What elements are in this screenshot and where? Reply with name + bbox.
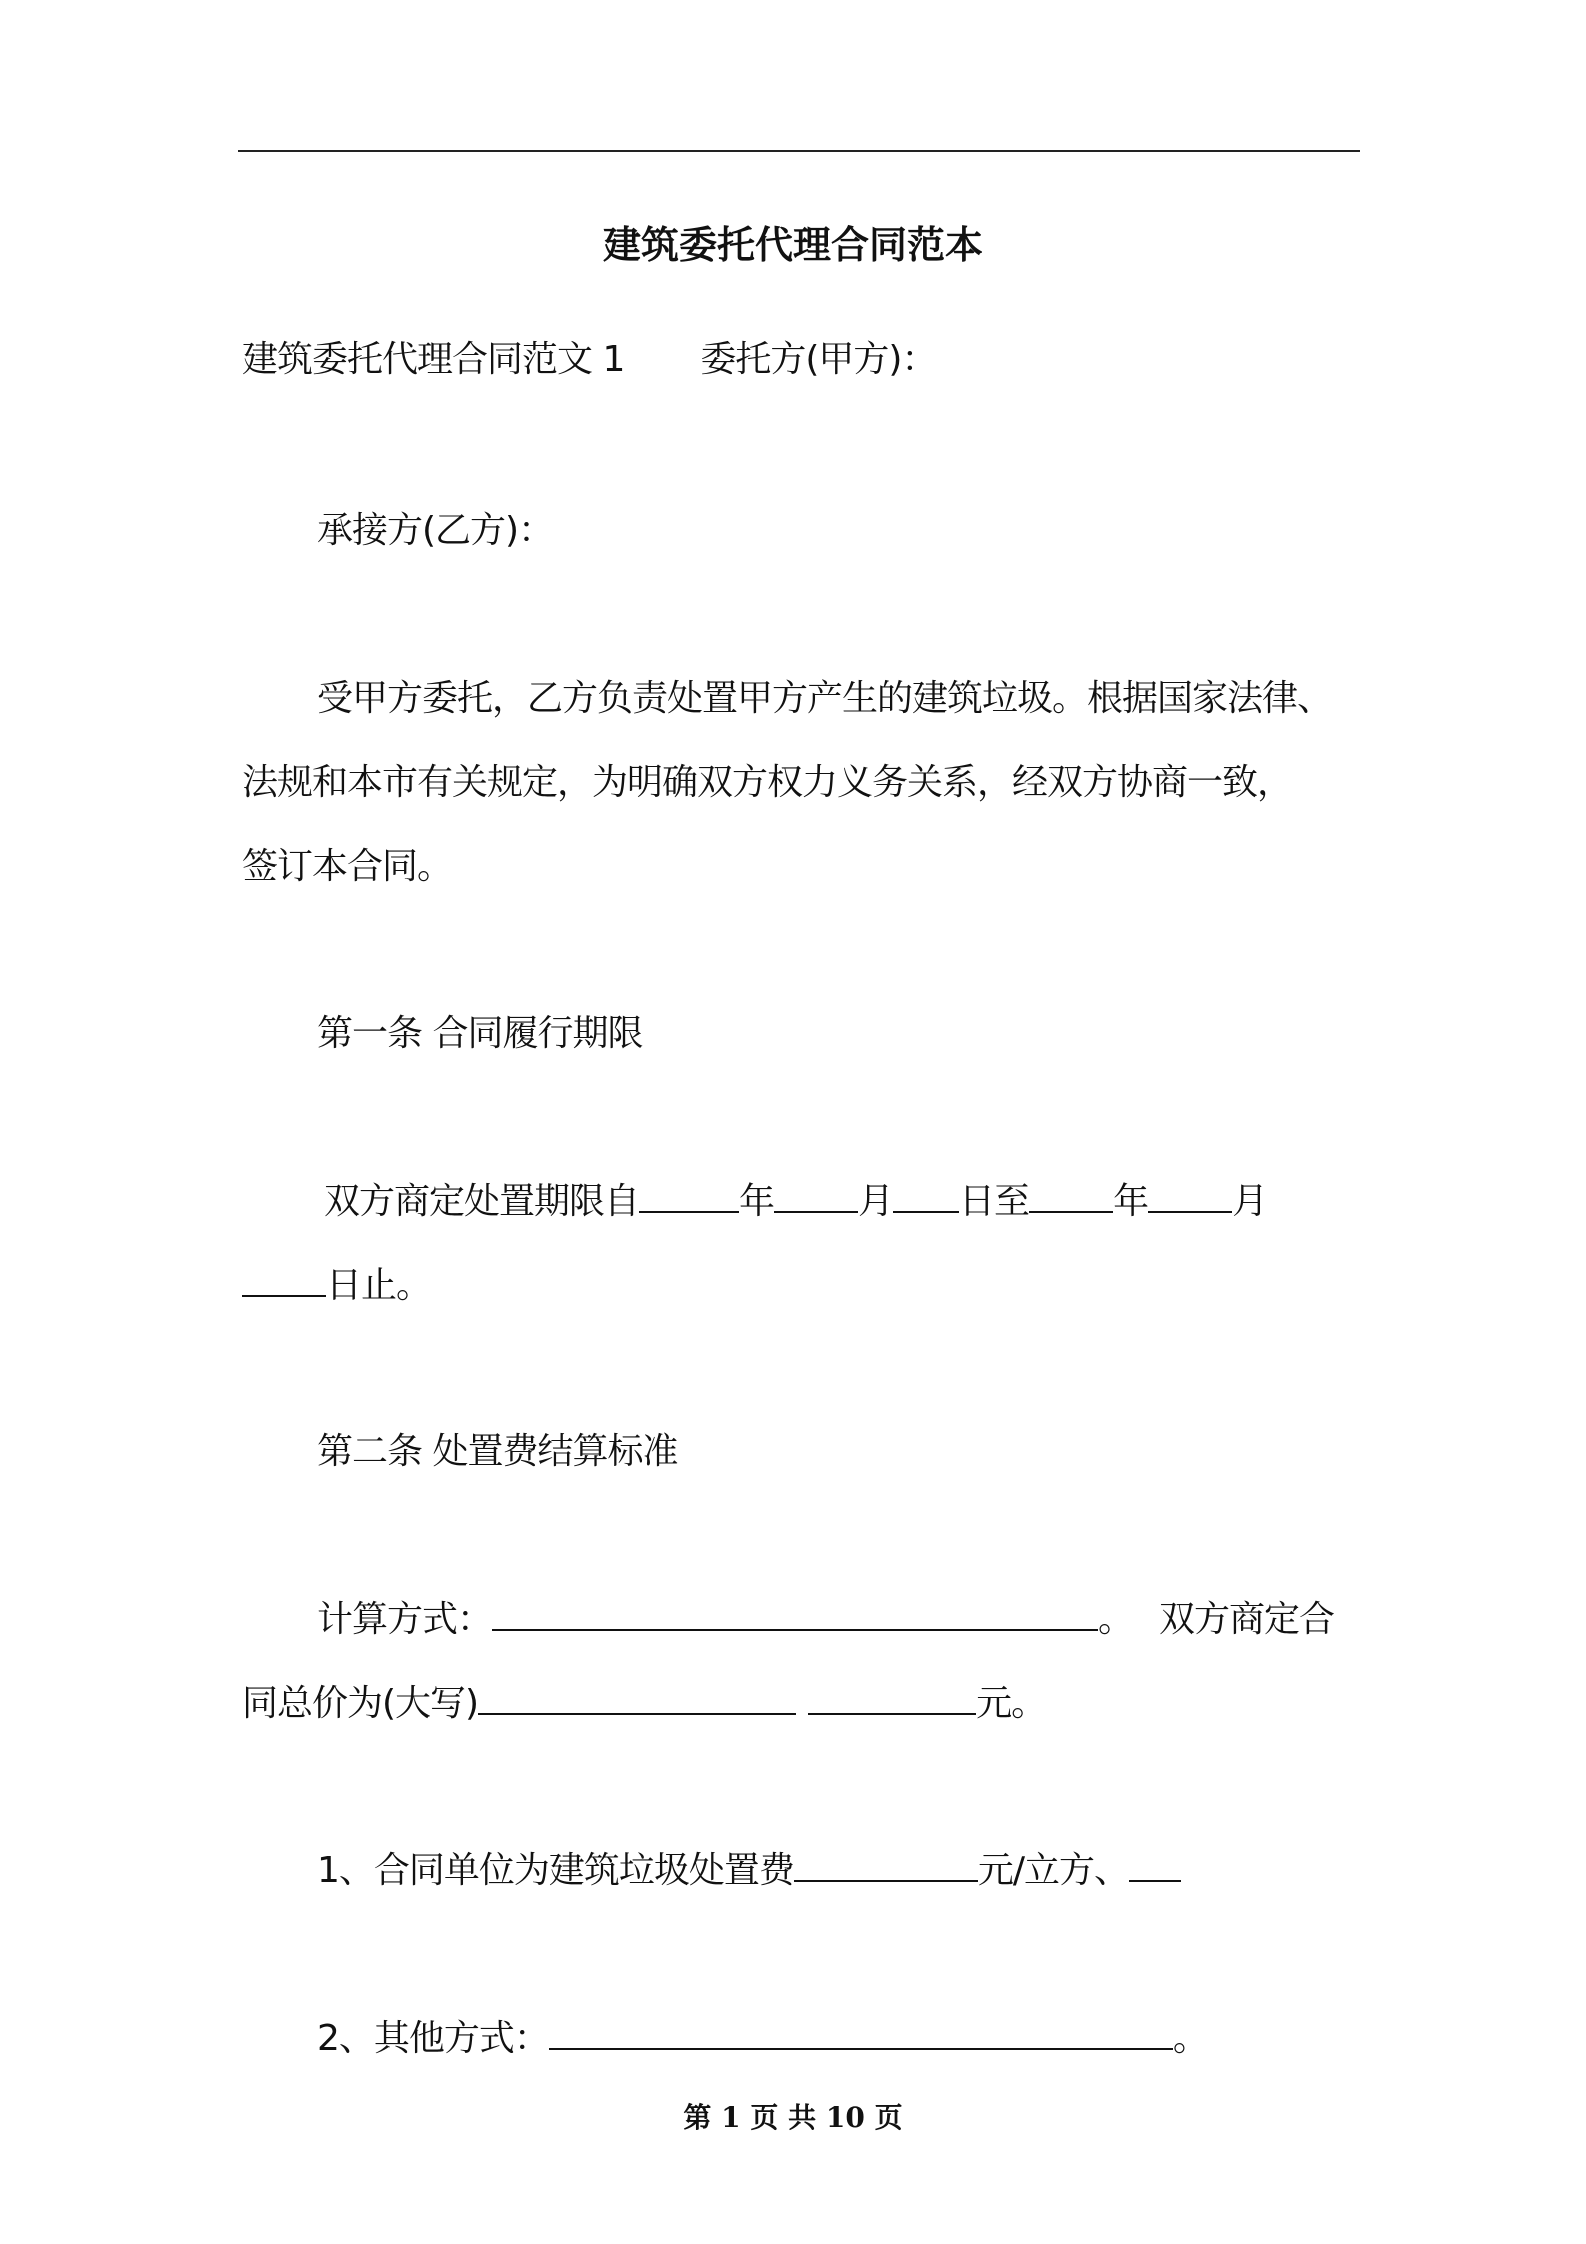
blank-field[interactable] xyxy=(774,1177,858,1213)
blank-field[interactable] xyxy=(492,1595,1098,1631)
document-title: 建筑委托代理合同范本 xyxy=(602,223,983,267)
party-b-label: 承接方(乙方)： xyxy=(317,510,554,551)
blank-field[interactable] xyxy=(808,1679,976,1715)
page-footer: 第 1 页 共 10 页 xyxy=(683,2101,903,2134)
day-to-label: 日至 xyxy=(959,1181,1030,1222)
blank-field[interactable] xyxy=(1129,1846,1181,1882)
item-1 xyxy=(317,1846,1181,1895)
calc-text: 双方商定合 xyxy=(1159,1599,1335,1640)
header-rule xyxy=(238,150,1360,152)
blank-field[interactable] xyxy=(242,1261,326,1297)
paragraph-line: 受甲方委托，乙方负责处置甲方产生的建筑垃圾。根据国家法律、 xyxy=(317,678,1333,719)
item-2 xyxy=(317,2014,1208,2063)
year-label: 年 xyxy=(739,1181,775,1222)
item-2-text: 2、其他方式： xyxy=(317,2018,549,2059)
unit-label: 元/立方、 xyxy=(977,1850,1130,1891)
total-line xyxy=(242,1679,1046,1728)
article-2-heading: 第二条 处置费结算标准 xyxy=(317,1431,678,1472)
month-label: 月 xyxy=(858,1181,894,1222)
party-a-label: 委托方(甲方)： xyxy=(700,339,937,380)
term-text: 双方商定处置期限自 xyxy=(324,1181,640,1222)
article-1-heading: 第一条 合同履行期限 xyxy=(317,1013,643,1054)
blank-field[interactable] xyxy=(893,1177,959,1213)
line-party-a xyxy=(242,336,936,384)
paragraph-line: 签订本合同。 xyxy=(242,846,453,887)
paragraph-line: 法规和本市有关规定，为明确双方权力义务关系，经双方协商一致， xyxy=(242,762,1293,803)
term-line-end xyxy=(242,1261,431,1310)
item-1-text: 1、合同单位为建筑垃圾处置费 xyxy=(317,1850,794,1891)
calc-line xyxy=(317,1595,1334,1644)
total-label: 同总价为(大写) xyxy=(242,1683,479,1724)
month-label: 月 xyxy=(1232,1181,1268,1222)
blank-field[interactable] xyxy=(794,1846,978,1882)
blank-field[interactable] xyxy=(639,1177,739,1213)
yuan-label: 元。 xyxy=(976,1683,1047,1724)
blank-field[interactable] xyxy=(549,2014,1173,2050)
day-end-label: 日止。 xyxy=(326,1265,432,1306)
blank-field[interactable] xyxy=(1148,1177,1232,1213)
blank-field[interactable] xyxy=(1029,1177,1113,1213)
term-line xyxy=(324,1177,1267,1226)
sample-label: 建筑委托代理合同范文 1 xyxy=(242,339,625,380)
year-label: 年 xyxy=(1113,1181,1149,1222)
period: 。 xyxy=(1098,1599,1134,1640)
calc-label: 计算方式： xyxy=(317,1599,493,1640)
period: 。 xyxy=(1172,2018,1208,2059)
blank-field[interactable] xyxy=(478,1679,796,1715)
